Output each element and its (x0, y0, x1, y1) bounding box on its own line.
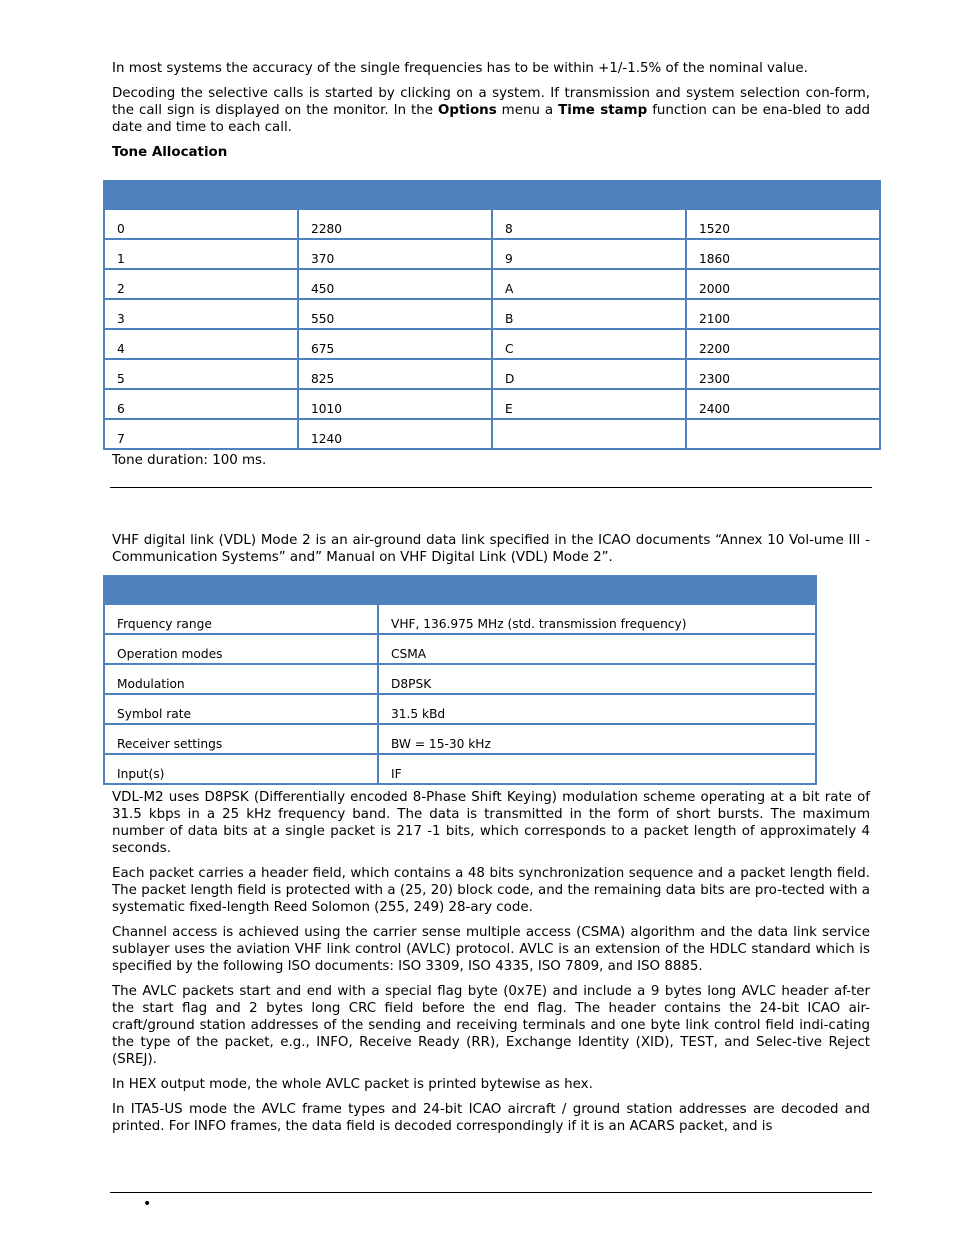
table-cell: 9 (492, 239, 686, 269)
table-row (104, 604, 816, 634)
vdl-paragraph: The AVLC packets start and end with a special flag byte (0x7E) and include a 9 bytes long AVLC header af-ter the start flag and 2 bytes long CRC field before the end flag. The header contains the 24-bit ICAO air-craft/ground station addresses of the sending and receiving terminals and one byte link control field indi-cating the type of the packet, e.g., INFO, Receive Ready (RR), Exchange Identity (XID), TEST, and Selec-tive Reject (SREJ). (112, 984, 870, 1067)
vdl-description (112, 789, 870, 1143)
table-cell: 1860 (686, 239, 880, 269)
table-cell: 5 (104, 359, 298, 389)
table-cell: 2400 (686, 389, 880, 419)
parameter-value: D8PSK (378, 664, 816, 694)
table-header-row (104, 576, 816, 604)
table-cell: 675 (298, 329, 492, 359)
footer-bullet: • (143, 1196, 152, 1212)
parameter-name: Operation modes (104, 634, 378, 664)
vdl-parameters-table (103, 575, 817, 785)
parameter-value: IF (378, 754, 816, 784)
table-row (104, 754, 816, 784)
vdl-paragraph: Channel access is achieved using the carrier sense multiple access (CSMA) algorithm and the data link service sublayer uses the aviation VHF link control (AVLC) protocol. AVLC is an extension of the HDLC standard which is specified by the following ISO documents: ISO 3309, ISO 4335, ISO 7809, and ISO 8885. (112, 925, 870, 974)
options-term: Options (438, 103, 497, 118)
parameter-value: BW = 15-30 kHz (378, 724, 816, 754)
table-cell: 825 (298, 359, 492, 389)
tone-allocation-heading: Tone Allocation (112, 145, 228, 160)
table-cell: 2200 (686, 329, 880, 359)
vdl-paragraph: Each packet carries a header field, which contains a 48 bits synchronization sequence and a packet length field. The packet length field is protected with a (25, 20) block code, and the remaining data bits are pro-tected with a systematic fixed-length Reed Solomon (255, 249) 28-ary code. (112, 866, 870, 915)
parameter-name: Frquency range (104, 604, 378, 634)
table-row (104, 634, 816, 664)
table-cell: 2300 (686, 359, 880, 389)
section-divider (110, 487, 872, 488)
table-row (104, 209, 880, 239)
page-body (112, 60, 870, 170)
table-cell: E (492, 389, 686, 419)
table-row (104, 724, 816, 754)
table-cell: 2000 (686, 269, 880, 299)
vdl-paragraph: VDL-M2 uses D8PSK (Differentially encoded 8-Phase Shift Keying) modulation scheme operating at a bit rate of 31.5 kbps in a 25 kHz frequency band. The data is transmitted in the form of short bursts. The maximum number of data bits at a single packet is 217 -1 bits, which corresponds to a packet length of approximately 4 seconds. (112, 790, 870, 856)
table-cell: 7 (104, 419, 298, 449)
table-cell: D (492, 359, 686, 389)
table-cell: 1240 (298, 419, 492, 449)
table-cell: 1010 (298, 389, 492, 419)
table-cell: 2280 (298, 209, 492, 239)
vdl-intro: VHF digital link (VDL) Mode 2 is an air-ground data link specified in the ICAO documents “Annex 10 Vol-ume III - Communication Systems” and” Manual on VHF Digital Link (VDL) Mode 2”. (112, 533, 870, 565)
vdl-paragraph: In HEX output mode, the whole AVLC packet is printed bytewise as hex. (112, 1077, 593, 1092)
table-cell: 1520 (686, 209, 880, 239)
vdl-paragraph: In ITA5-US mode the AVLC frame types and 24-bit ICAO aircraft / ground station addresses are decoded and printed. For INFO frames, the data field is decoded correspondingly if it is an ACARS packet, and is (112, 1102, 870, 1134)
table-row (104, 299, 880, 329)
intro-paragraph-2: Decoding the selective calls is started by clicking on a system. If transmission and system selection con-form, the call sign is displayed on the monitor. In the Options menu a Time stamp function can be ena-bled to add date and time to each call. (112, 86, 871, 135)
intro-paragraph-1: In most systems the accuracy of the single frequencies has to be within +1/-1.5% of the nominal value. (112, 61, 808, 76)
table-cell: 3 (104, 299, 298, 329)
table-cell: 6 (104, 389, 298, 419)
footer-divider (110, 1192, 872, 1193)
table-row (104, 694, 816, 724)
table-cell: 550 (298, 299, 492, 329)
table-cell: A (492, 269, 686, 299)
table-row (104, 239, 880, 269)
table-cell: 8 (492, 209, 686, 239)
parameter-name: Modulation (104, 664, 378, 694)
table-row (104, 329, 880, 359)
parameter-value: 31.5 kBd (378, 694, 816, 724)
table-cell: 370 (298, 239, 492, 269)
table-cell: 0 (104, 209, 298, 239)
table-cell: 450 (298, 269, 492, 299)
table-row (104, 419, 880, 449)
table-row (104, 269, 880, 299)
table-cell: B (492, 299, 686, 329)
tone-allocation-table (103, 180, 881, 450)
parameter-name: Input(s) (104, 754, 378, 784)
table-cell: 1 (104, 239, 298, 269)
table-cell (686, 419, 880, 449)
parameter-value: VHF, 136.975 MHz (std. transmission frequency) (378, 604, 816, 634)
time-stamp-term: Time stamp (558, 103, 648, 118)
table-cell: 2100 (686, 299, 880, 329)
table-row (104, 359, 880, 389)
parameter-name: Receiver settings (104, 724, 378, 754)
parameter-name: Symbol rate (104, 694, 378, 724)
table-cell: C (492, 329, 686, 359)
table-cell: 4 (104, 329, 298, 359)
tone-duration: Tone duration: 100 ms. (112, 453, 267, 468)
parameter-value: CSMA (378, 634, 816, 664)
table-header-row (104, 181, 880, 209)
table-cell: 2 (104, 269, 298, 299)
table-row (104, 389, 880, 419)
table-row (104, 664, 816, 694)
table-cell (492, 419, 686, 449)
